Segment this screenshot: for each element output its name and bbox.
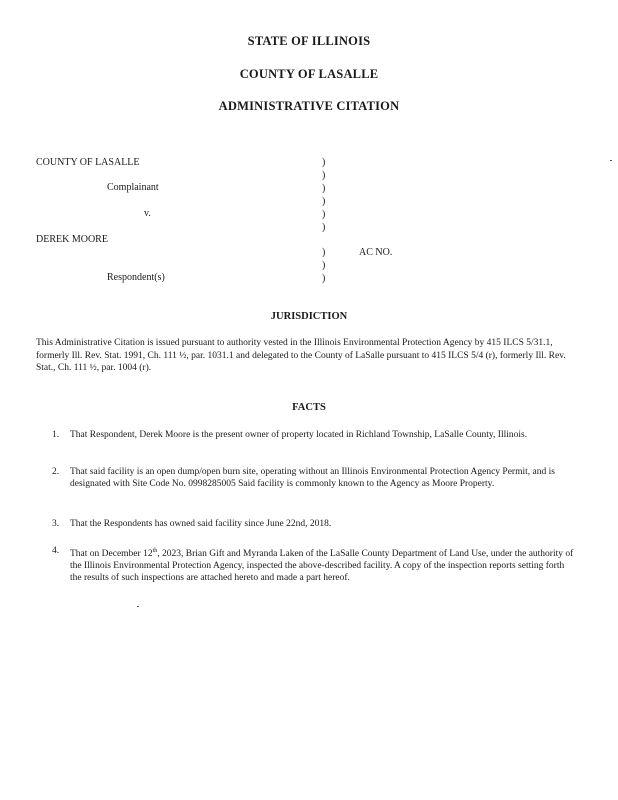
caption-paren: )	[322, 222, 326, 233]
state-heading: STATE OF ILLINOIS	[247, 34, 371, 48]
caption-paren: )	[322, 157, 326, 168]
fact-text: That said facility is an open dump/open burn site, operating without an Illinois Environmental Protection Agency Permit, and is designated with Site Code No. 0998285005 Said facility is commonly known to the Agency as Moore Property.	[70, 467, 555, 489]
fact-text	[70, 545, 577, 584]
caption-paren: )	[322, 183, 326, 194]
caption-paren: )	[322, 209, 326, 220]
ac-number-label: AC NO.	[359, 247, 393, 258]
caption-paren: )	[322, 170, 326, 181]
fact-number: 4.	[52, 546, 60, 556]
fact-text-end: , 2023, Brian Gift and Myranda Laken of the LaSalle County Department of Land Use, under the authority of the Illinois Environmental Protection Agency, inspected the above-described facility. A copy of the inspection reports setting forth the results of such inspections are attached hereto and made a part hereof.	[70, 549, 574, 584]
fact-item	[52, 429, 577, 441]
scan-speck	[137, 606, 139, 607]
fact-number: 2.	[52, 467, 60, 477]
respondent-label: Respondent(s)	[107, 272, 165, 283]
fact-number: 3.	[52, 519, 60, 529]
document-title: ADMINISTRATIVE CITATION	[218, 99, 400, 113]
respondent-name: DEREK MOORE	[36, 234, 108, 245]
fact-item	[52, 545, 577, 584]
complainant-label: Complainant	[107, 182, 159, 193]
versus-label: v.	[144, 208, 151, 219]
caption-paren: )	[322, 196, 326, 207]
jurisdiction-paragraph: This Administrative Citation is issued pursuant to authority vested in the Illinois Environmental Protection Agency by 415 ILCS 5/31.1, formerly Ill. Rev. Stat. 1991, Ch. 111 ½, par. 1031.1 and delegated to the County of LaSalle pursuant to 415 ILCS 5/4 (r), formerly Ill. Rev. Stat., Ch. 111 ½, par. 1004 (r).	[36, 338, 566, 373]
fact-item	[52, 466, 577, 490]
caption-paren: )	[322, 260, 326, 271]
fact-text: That Respondent, Derek Moore is the present owner of property located in Richland Township, LaSalle County, Illinois.	[70, 430, 528, 440]
county-heading: COUNTY OF LASALLE	[239, 67, 379, 81]
caption-paren: )	[322, 273, 326, 284]
jurisdiction-heading: JURISDICTION	[270, 311, 348, 322]
ordinal-suffix: th	[152, 548, 158, 554]
caption-paren: )	[322, 247, 326, 258]
facts-heading: FACTS	[292, 402, 326, 413]
complainant-name: COUNTY OF LASALLE	[36, 157, 140, 168]
scan-speck	[610, 160, 612, 161]
fact-text-start: That on December 12	[70, 549, 153, 560]
fact-number: 1.	[52, 430, 60, 440]
fact-item	[52, 518, 577, 530]
fact-text: That the Respondents has owned said facility since June 22nd, 2018.	[70, 519, 332, 529]
